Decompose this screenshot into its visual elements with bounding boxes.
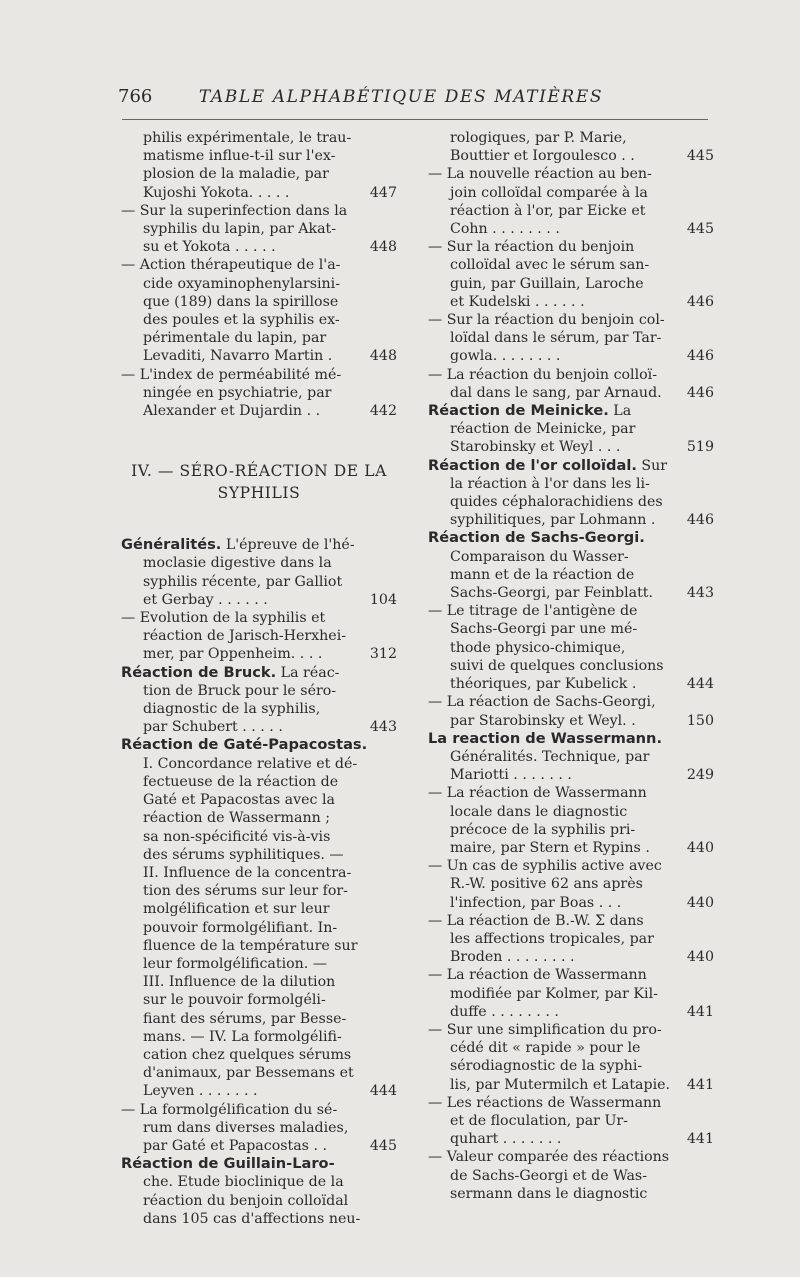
entry-line: locale dans le diagnostic xyxy=(450,803,628,820)
entry-line: plosion de la maladie, par xyxy=(143,166,329,183)
entry-line: rologiques, par P. Marie, xyxy=(450,130,627,146)
entry-line: II. Influence de la concentra- xyxy=(143,864,352,881)
index-entry xyxy=(428,784,714,857)
page-number: 766 xyxy=(118,86,153,107)
entry-line: cation chez quelques sérums xyxy=(143,1046,352,1063)
entry-line: théoriques, par Kubelick . xyxy=(450,676,637,693)
entry-line: maire, par Stern et Rypins . xyxy=(450,839,650,856)
section-title-line: SYPHILIS xyxy=(217,484,301,503)
entry-line: Broden . . . . . . . . xyxy=(450,949,575,966)
entry-line: leur formolgélification. — xyxy=(143,955,328,972)
page-reference: 440 xyxy=(686,949,714,966)
entry-line: fluence de la température sur xyxy=(143,937,358,954)
entry-heading: Réaction de Sachs-Georgi. xyxy=(428,529,645,547)
entry-line: ningée en psychiatrie, par xyxy=(143,384,332,401)
entry-line: dal dans le sang, par Arnaud. xyxy=(450,384,662,401)
page-reference: 445 xyxy=(686,221,714,238)
index-entry xyxy=(428,165,714,238)
entry-line: Sachs-Georgi, par Feinblatt. xyxy=(450,585,653,602)
entry-heading: Réaction de l'or colloïdal. xyxy=(428,456,637,474)
entry-line: — Sur la réaction du benjoin col- xyxy=(428,312,665,329)
page-reference: 445 xyxy=(686,148,714,165)
entry-line: Mariotti . . . . . . . xyxy=(450,767,572,784)
index-entry xyxy=(428,1021,714,1094)
page-reference: 448 xyxy=(369,348,397,365)
entry-line: — La formolgélification du sé- xyxy=(121,1101,338,1118)
entry-line: quhart . . . . . . . xyxy=(450,1131,562,1148)
entry-line: su et Yokota . . . . . xyxy=(143,239,276,256)
entry-line: des sérums syphilitiques. — xyxy=(143,846,344,863)
entry-line: — L'index de perméabilité mé- xyxy=(121,366,342,383)
entry-line: fectueuse de la réaction de xyxy=(143,773,339,790)
page-reference: 249 xyxy=(686,767,714,784)
entry-heading: Réaction de Gaté-Papacostas. xyxy=(121,736,368,754)
entry-line: Kujoshi Yokota. . . . . xyxy=(143,184,290,201)
entry-line: — Valeur comparée des réactions xyxy=(428,1149,670,1166)
index-entry xyxy=(121,256,397,365)
entry-line: et de floculation, par Ur- xyxy=(450,1112,628,1129)
entry-line: la réaction à l'or dans les li- xyxy=(450,475,650,492)
entry-line: suivi de quelques conclusions xyxy=(450,657,664,674)
index-entry xyxy=(428,1148,714,1203)
entry-line: sur le pouvoir formolgéli- xyxy=(143,992,326,1009)
entry-heading-line xyxy=(121,1155,351,1173)
entry-line: réaction de Jarisch-Herxhei- xyxy=(143,628,347,645)
page-header xyxy=(118,86,684,110)
entry-line: join colloïdal comparée à la xyxy=(450,184,648,201)
entry-line: — La réaction de Wassermann xyxy=(428,785,647,802)
entry-line: — La réaction de B.-W. Σ dans xyxy=(428,912,644,929)
page-reference: 443 xyxy=(686,585,714,602)
entry-line: mans. — IV. La formolgélifi- xyxy=(143,1028,342,1045)
page-reference: 444 xyxy=(686,676,714,693)
page-reference: 446 xyxy=(686,384,714,401)
entry-line: cédé dit « rapide » pour le xyxy=(450,1040,641,1057)
index-entry xyxy=(428,693,714,729)
entry-line: pouvoir formolgélifiant. In- xyxy=(143,919,338,936)
entry-line: Gaté et Papacostas avec la xyxy=(143,792,335,809)
index-entry xyxy=(428,966,714,1021)
entry-line: lis, par Mutermilch et Latapie. xyxy=(450,1076,671,1093)
entry-heading-line xyxy=(428,457,668,475)
header-rule xyxy=(122,119,708,120)
entry-line: duffe . . . . . . . . xyxy=(450,1003,559,1020)
page-reference: 447 xyxy=(369,184,397,201)
entry-line: Sachs-Georgi par une mé- xyxy=(450,621,638,638)
entry-line: sermann dans le diagnostic xyxy=(450,1185,648,1202)
entry-line: syphilis du lapin, par Akat- xyxy=(143,221,337,238)
page-reference: 443 xyxy=(369,719,397,736)
entry-heading-line xyxy=(121,536,355,554)
entry-line: réaction de Meinicke, par xyxy=(450,421,636,438)
index-entry xyxy=(428,1094,714,1149)
entry-heading-line xyxy=(121,664,351,682)
page-reference: 441 xyxy=(686,1003,714,1020)
entry-line: réaction à l'or, par Eicke et xyxy=(450,202,646,219)
entry-line: sa non-spécificité vis-à-vis xyxy=(143,828,331,845)
entry-line: par Starobinsky et Weyl. . xyxy=(450,712,636,729)
entry-line: Leyven . . . . . . . xyxy=(143,1083,258,1100)
page-reference: 448 xyxy=(369,239,397,256)
entry-heading: Réaction de Meinicke. xyxy=(428,402,609,420)
section-title-line: IV. — SÉRO-RÉACTION DE LA xyxy=(131,462,387,481)
entry-line: Généralités. Technique, par xyxy=(450,748,650,765)
entry-line: tion des sérums sur leur for- xyxy=(143,883,348,900)
right-column xyxy=(428,129,714,1203)
entry-line: guin, par Guillain, Laroche xyxy=(450,275,644,292)
entry-line: précoce de la syphilis pri- xyxy=(450,821,636,838)
index-heading-entry xyxy=(121,536,397,609)
entry-line: mer, par Oppenheim. . . . xyxy=(143,646,323,663)
page-reference: 446 xyxy=(686,348,714,365)
entry-line: de Sachs-Georgi et de Was- xyxy=(450,1167,647,1184)
entry-line: — Sur une simplification du pro- xyxy=(428,1021,662,1038)
entry-heading: Réaction de Guillain-Laro- xyxy=(121,1155,335,1173)
entry-line: quides céphalorachidiens des xyxy=(450,494,663,511)
entry-line: et Gerbay . . . . . . xyxy=(143,591,268,608)
entry-line: cide oxyaminophenylarsini- xyxy=(143,275,340,292)
entry-line: — Sur la superinfection dans la xyxy=(121,202,348,219)
entry-line: modifiée par Kolmer, par Kil- xyxy=(450,985,658,1002)
index-heading-entry xyxy=(428,730,714,785)
index-entry xyxy=(428,857,714,912)
entry-line: syphilis récente, par Galliot xyxy=(143,573,343,590)
entry-text: Sur xyxy=(636,457,668,474)
page-reference: 312 xyxy=(369,646,397,663)
index-heading-entry xyxy=(121,664,397,737)
entry-line: gowla. . . . . . . . xyxy=(450,348,561,365)
entry-line: rum dans diverses maladies, xyxy=(143,1119,349,1136)
entry-line: tion de Bruck pour le séro- xyxy=(143,682,337,699)
entry-line: Alexander et Dujardin . . xyxy=(143,403,321,420)
entry-line: périmentale du lapin, par xyxy=(143,330,327,347)
entry-line: — La réaction de Sachs-Georgi, xyxy=(428,694,656,711)
entry-line: — Action thérapeutique de l'a- xyxy=(121,257,341,274)
entry-line: que (189) dans la spirillose xyxy=(143,293,339,310)
entry-line: dans 105 cas d'affections neu- xyxy=(143,1210,361,1227)
entry-line: — La réaction du benjoin colloï- xyxy=(428,366,658,383)
entry-line: thode physico-chimique, xyxy=(450,639,626,656)
index-entry xyxy=(428,366,714,402)
entry-line: Bouttier et Iorgoulesco . . xyxy=(450,148,635,165)
page-reference: 441 xyxy=(686,1131,714,1148)
entry-line: colloïdal avec le sérum san- xyxy=(450,257,650,274)
entry-line: les affections tropicales, par xyxy=(450,930,654,947)
entry-line: Cohn . . . . . . . . xyxy=(450,221,560,238)
entry-line: des poules et la syphilis ex- xyxy=(143,312,340,329)
page-reference: 440 xyxy=(686,839,714,856)
page-reference: 444 xyxy=(369,1083,397,1100)
entry-line: — La réaction de Wassermann xyxy=(428,967,647,984)
entry-heading: La reaction de Wassermann. xyxy=(428,729,662,747)
entry-line: mann et de la réaction de xyxy=(450,566,635,583)
entry-line: Levaditi, Navarro Martin . xyxy=(143,348,333,365)
entry-heading-line xyxy=(121,736,368,754)
entry-line: — La nouvelle réaction au ben- xyxy=(428,166,652,183)
entry-line: loïdal dans le sérum, par Tar- xyxy=(450,330,662,347)
entry-line: fiant des sérums, par Besse- xyxy=(143,1010,347,1027)
entry-line: — Sur la réaction du benjoin xyxy=(428,239,635,256)
entry-text: La xyxy=(608,403,632,420)
index-heading-entry xyxy=(121,1155,397,1228)
left-column xyxy=(121,129,397,1228)
entry-line: I. Concordance relative et dé- xyxy=(143,755,358,772)
page-reference: 446 xyxy=(686,512,714,529)
entry-line: Comparaison du Wasser- xyxy=(450,548,629,565)
index-entry xyxy=(428,129,714,165)
entry-heading: Réaction de Bruck. xyxy=(121,663,277,681)
index-entry xyxy=(428,238,714,311)
index-entry xyxy=(121,1101,397,1156)
page-reference: 446 xyxy=(686,293,714,310)
entry-heading-line xyxy=(428,529,668,547)
entry-line: d'animaux, par Bessemans et xyxy=(143,1065,354,1082)
entry-line: syphilitiques, par Lohmann . xyxy=(450,512,656,529)
entry-line: par Gaté et Papacostas . . xyxy=(143,1137,327,1154)
entry-line: diagnostic de la syphilis, xyxy=(143,701,321,718)
section-title xyxy=(121,460,397,504)
entry-text: L'épreuve de l'hé- xyxy=(221,537,355,554)
entry-line: molgélification et sur leur xyxy=(143,901,330,918)
page-reference: 445 xyxy=(369,1137,397,1154)
index-heading-entry xyxy=(428,402,714,457)
entry-line: — Les réactions de Wassermann xyxy=(428,1094,662,1111)
index-entry xyxy=(428,912,714,967)
entry-line: philis expérimentale, le trau- xyxy=(143,130,352,146)
entry-line: l'infection, par Boas . . . xyxy=(450,894,622,911)
running-title: TABLE ALPHABÉTIQUE DES MATIÈRES xyxy=(198,87,604,107)
page-reference: 519 xyxy=(686,439,714,456)
entry-line: — Evolution de la syphilis et xyxy=(121,610,326,627)
entry-line: sérodiagnostic de la syphi- xyxy=(450,1058,643,1075)
page-reference: 150 xyxy=(686,712,714,729)
entry-line: moclasie digestive dans la xyxy=(143,555,332,572)
page-reference: 442 xyxy=(369,403,397,420)
entry-line: réaction du benjoin colloïdal xyxy=(143,1192,349,1209)
entry-line: III. Influence de la dilution xyxy=(143,974,336,991)
index-entry xyxy=(121,609,397,664)
index-heading-entry xyxy=(121,736,397,1100)
entry-line: che. Etude bioclinique de la xyxy=(143,1174,344,1191)
entry-line: Starobinsky et Weyl . . . xyxy=(450,439,621,456)
index-heading-entry xyxy=(428,457,714,530)
entry-line: par Schubert . . . . . xyxy=(143,719,283,736)
index-entry xyxy=(121,366,397,421)
index-entry xyxy=(121,129,397,202)
index-heading-entry xyxy=(428,529,714,602)
entry-text: La réac- xyxy=(276,664,340,681)
entry-heading: Généralités. xyxy=(121,536,222,554)
page-reference: 441 xyxy=(686,1076,714,1093)
page-reference: 104 xyxy=(369,591,397,608)
entry-line: réaction de Wassermann ; xyxy=(143,810,331,827)
entry-heading-line xyxy=(428,402,668,420)
index-entry xyxy=(428,602,714,693)
entry-line: et Kudelski . . . . . . xyxy=(450,293,585,310)
index-entry xyxy=(121,202,397,257)
entry-line: — Un cas de syphilis active avec xyxy=(428,858,662,875)
entry-line: matisme influe-t-il sur l'ex- xyxy=(143,148,336,165)
entry-heading-line xyxy=(428,730,668,748)
page-reference: 440 xyxy=(686,894,714,911)
index-entry xyxy=(428,311,714,366)
entry-line: — Le titrage de l'antigène de xyxy=(428,603,638,620)
entry-line: R.-W. positive 62 ans après xyxy=(450,876,643,893)
